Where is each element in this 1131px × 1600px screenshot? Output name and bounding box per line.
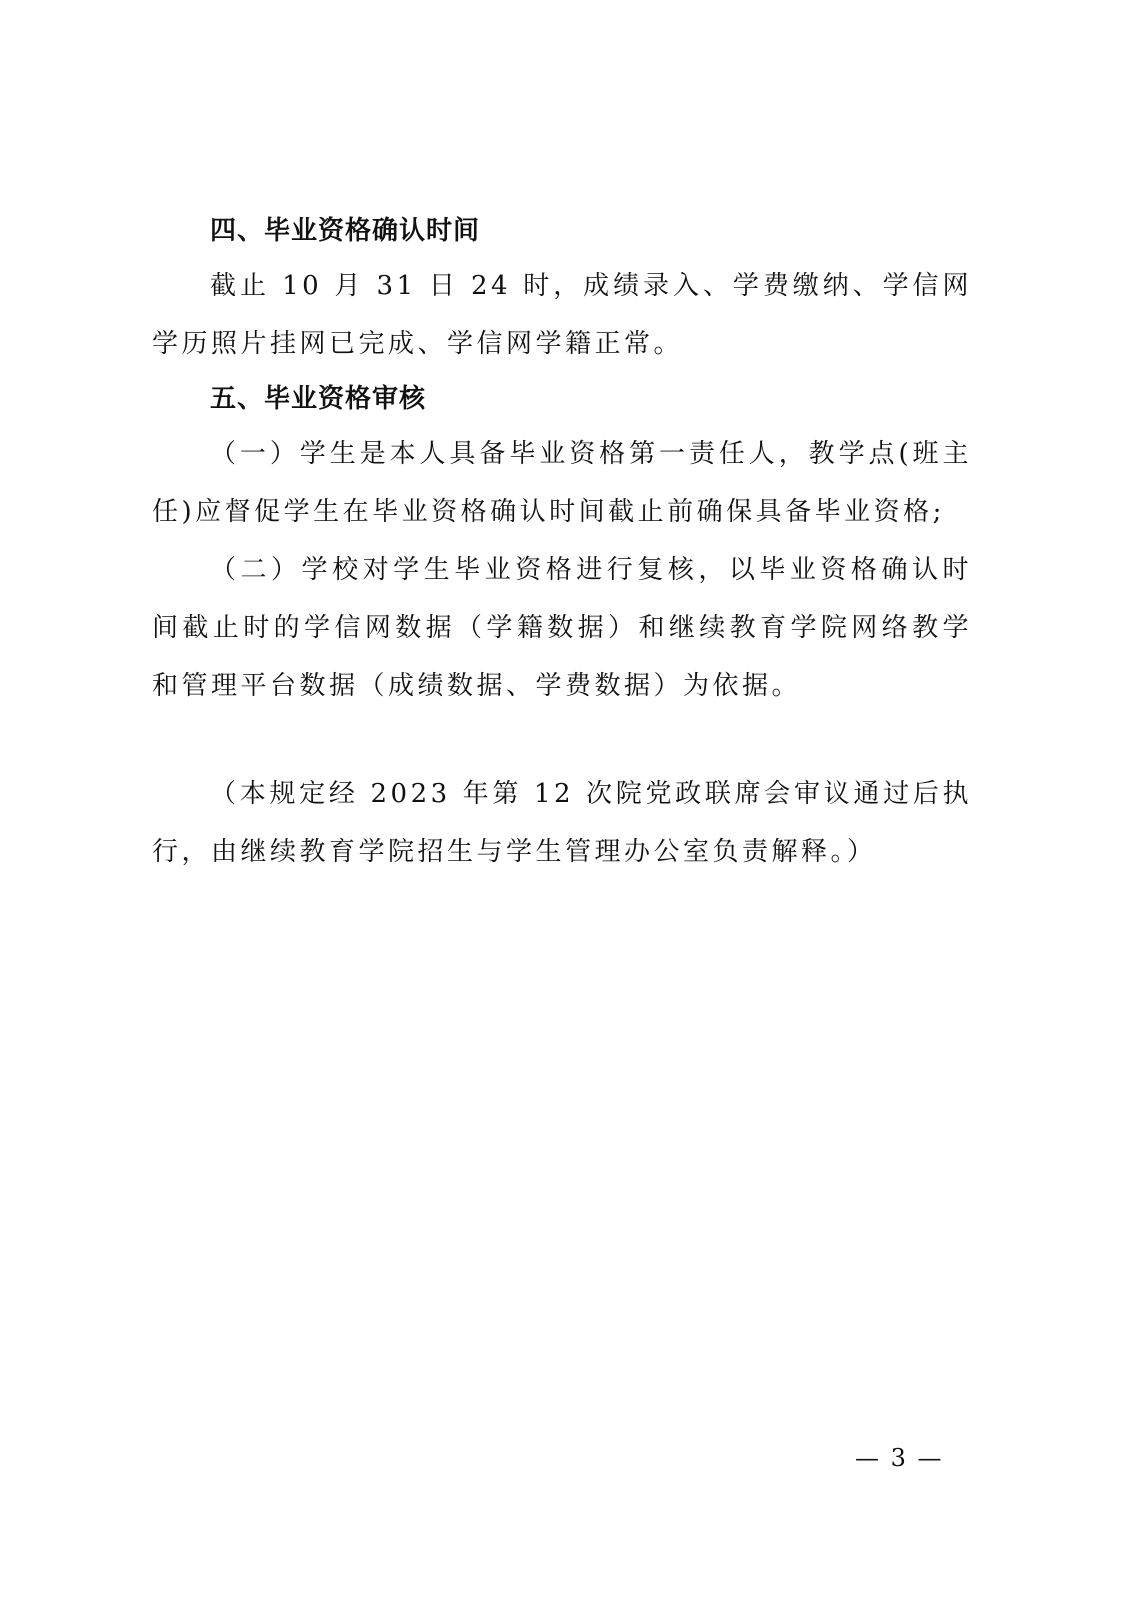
spacer — [152, 715, 972, 765]
regulation-note: （本规定经 2023 年第 12 次院党政联席会审议通过后执行，由继续教育学院招生与学生管理办公室负责解释。） — [152, 779, 972, 867]
section-5-item-1: （一）学生是本人具备毕业资格第一责任人，教学点(班主任)应督促学生在毕业资格确认时间截止前确保具备毕业资格; — [152, 439, 972, 527]
section-4-paragraph: 截止 10 月 31 日 24 时，成绩录入、学费缴纳、学信网学历照片挂网已完成、学信网学籍正常。 — [152, 271, 972, 359]
page-number: — 3 — — [855, 1444, 944, 1472]
section-5-item-2: （二）学校对学生毕业资格进行复核，以毕业资格确认时间截止时的学信网数据（学籍数据）和继续教育学院网络教学和管理平台数据（成绩数据、学费数据）为依据。 — [152, 555, 972, 701]
section-heading-5: 五、毕业资格审核 — [210, 384, 427, 414]
document-body — [152, 205, 972, 881]
section-heading-4: 四、毕业资格确认时间 — [210, 216, 481, 246]
